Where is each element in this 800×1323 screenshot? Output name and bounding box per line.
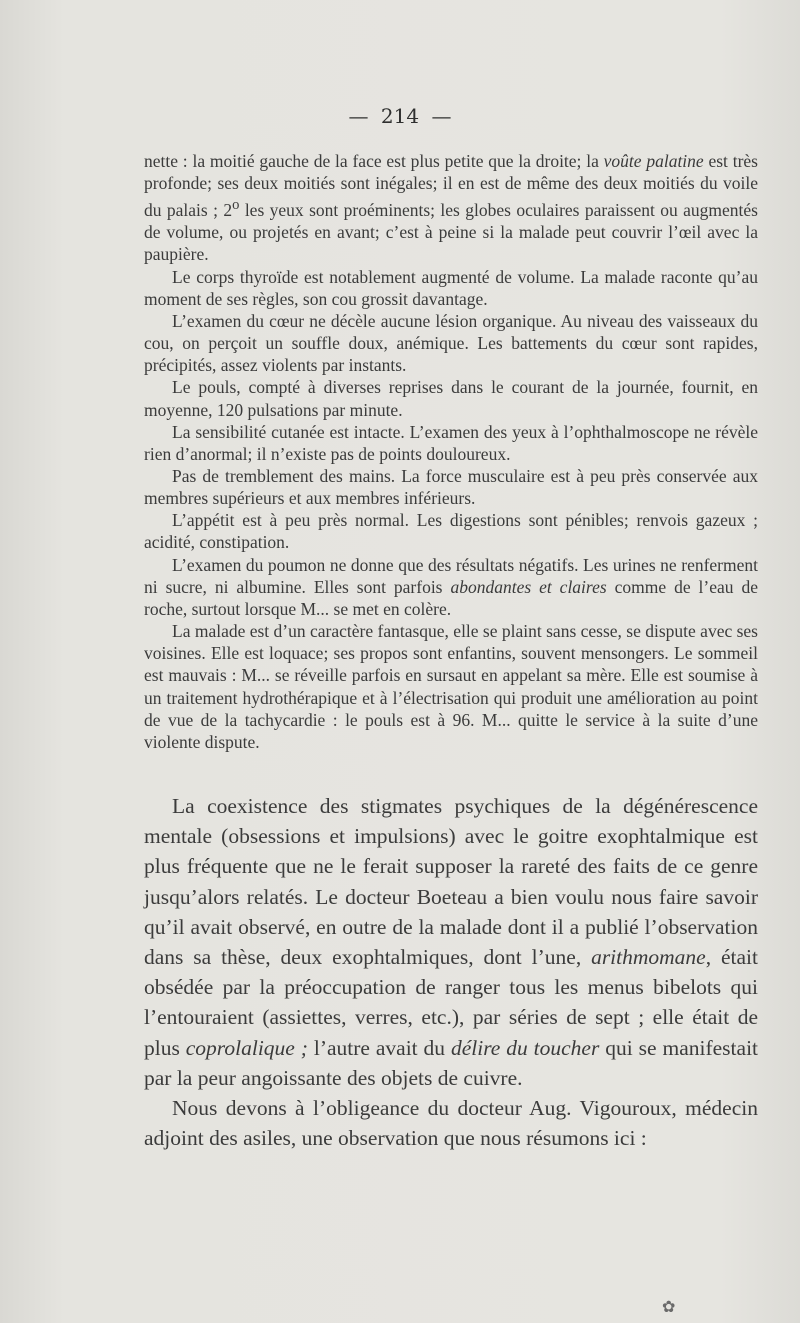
paragraph-character: La malade est d’un caractère fantasque, elle se plaint sans cesse, se dispute avec ses voisines. Elle est loquace; ses propos sont enfantins, souvent mensongers. Le sommeil est mauvais : M... se réveille parfois en sursaut en appelant sa mère. Elle est soumise à un traitement hydrothérapique et à l’électrisation qui produit une amélioration au point de vue de la tachycardie : le pouls est à 96. M... quitte le service à la suite d’une violente dispute.: [144, 621, 758, 752]
paragraph-appetite: L’appétit est à peu près normal. Les digestions sont pénibles; renvois gazeux ; acidité, constipation.: [144, 510, 758, 553]
paragraph-coexistence: [144, 791, 758, 1093]
paragraph-tremor: Pas de tremblement des mains. La force musculaire est à peu près conservée aux membres supérieurs et aux membres inférieurs.: [144, 466, 758, 509]
page-number-dash-left: —: [348, 104, 369, 128]
observation-text: [144, 150, 758, 753]
text-run: , était obsédée par la préoccupation de ranger tous les menus bibelots qui l’entouraient (assiettes, verres, etc.), par séries de sept ; elle était de plus: [144, 945, 758, 1060]
paragraph-heart: L’examen du cœur ne décèle aucune lésion organique. Au niveau des vaisseaux du cou, on perçoit un souffle doux, anémique. Les battements du cœur sont rapides, précipités, assez violents par instants.: [144, 310, 758, 376]
paragraph-sensibility: La sensibilité cutanée est intacte. L’examen des yeux à l’ophthalmoscope ne révèle rien d’anormal; il n’existe pas de points douloureux.: [144, 421, 758, 464]
italic-term: délire du toucher: [450, 1035, 600, 1060]
superscript: o: [232, 197, 240, 214]
paragraph-lungs: [144, 554, 758, 620]
italic-term: arithmomane: [591, 945, 706, 970]
italic-term: coprolalique ;: [185, 1035, 308, 1060]
text-run: l’autre avait du: [307, 1035, 451, 1060]
paragraph-pulse: Le pouls, compté à diverses reprises dans le courant de la journée, fournit, en moyenne, 120 pulsations par minute.: [144, 377, 758, 420]
paragraph-face: [144, 150, 758, 266]
text-run: La coexistence des stigmates psychiques de la dégénérescence mentale (obsessions et impulsions) avec le goitre exophtalmique est plus fréquente que ne le ferait supposer la rareté des faits de ce genre jusqu’alors relatés. Le docteur Boeteau a bien voulu nous faire savoir qu’il avait observé, en outre de la malade dont il a publié l’observation dans sa thèse, deux exophtalmiques, dont l’une,: [144, 794, 758, 970]
page-number-dash-right: —: [431, 104, 452, 128]
text-run: nette : la moitié gauche de la face est plus petite que la droite; la: [144, 151, 604, 171]
text-run: comme de l’eau de roche, surtout lorsque M... se met en colère.: [144, 576, 758, 619]
page-number: 214: [380, 104, 420, 128]
page-number-header: [0, 104, 800, 128]
italic-term: abondantes et claires: [450, 576, 607, 597]
text-run: qui se manifestait par la peur angoissante des objets de cuivre.: [144, 1035, 759, 1090]
text-run: les yeux sont proéminents; les globes oculaires paraissent ou augmentés de volume, ou projetés en avant; c’est à peine si la malade peut couvrir l’œil avec la paupière.: [144, 200, 758, 265]
ink-blot-mark: ✿: [662, 1297, 676, 1316]
italic-term: voûte palatine: [603, 151, 704, 171]
paragraph-vigouroux: Nous devons à l’obligeance du docteur Aug. Vigouroux, médecin adjoint des asiles, une observation que nous résumons ici :: [144, 1096, 758, 1151]
text-run: L’examen du poumon ne donne que des résultats négatifs. Les urines ne renferment ni sucre, ni albumine. Elles sont parfois: [144, 554, 758, 597]
text-run: est très profonde; ses deux moitiés sont inégales; il en est de même des deux moitiés du voile du palais ; 2: [144, 151, 758, 221]
discussion-text: [144, 791, 758, 1153]
paragraph-thyroid: Le corps thyroïde est notablement augmenté de volume. La malade raconte qu’au moment de ses règles, son cou grossit davantage.: [144, 266, 758, 309]
